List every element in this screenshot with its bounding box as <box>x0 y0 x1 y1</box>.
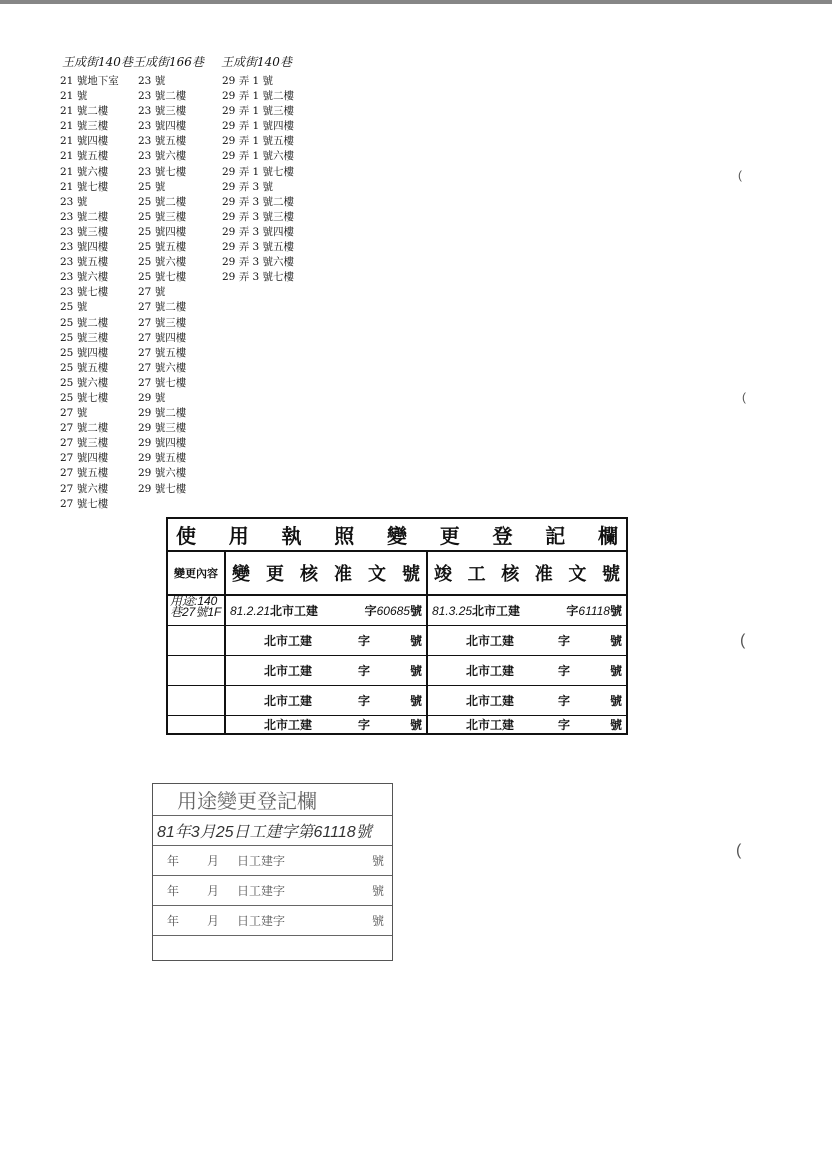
address-line: 29 弄 3 號七樓 <box>222 271 295 284</box>
hao-label: 號 <box>609 634 622 648</box>
completion-approval-cell <box>428 596 626 625</box>
header-char: 文 <box>368 564 386 585</box>
zi-label: 字 <box>566 604 579 618</box>
change-content-cell <box>168 686 226 715</box>
address-line: 29 弄 1 號六樓 <box>222 150 295 163</box>
address-line: 23 號二樓 <box>60 210 109 223</box>
header-char: 號 <box>601 564 620 585</box>
address-line: 27 號二樓 <box>138 301 187 314</box>
address-header-3: 王成街140巷 <box>221 55 292 69</box>
month-label: 月 <box>207 914 220 928</box>
register-title <box>168 519 626 552</box>
header-char: 更 <box>266 564 284 585</box>
change-approval-cell <box>226 686 428 715</box>
address-line: 25 號四樓 <box>60 346 109 359</box>
address-line: 25 號三樓 <box>138 210 187 223</box>
register-row <box>168 656 626 686</box>
address-line: 29 弄 3 號二樓 <box>222 195 295 208</box>
address-line: 25 號三樓 <box>60 331 109 344</box>
address-line: 29 號六樓 <box>138 467 187 480</box>
address-line: 25 號 <box>138 180 166 193</box>
zi-label: 字 <box>357 634 370 648</box>
header-change-content: 變更內容 <box>168 552 226 594</box>
zi-label: 字 <box>557 718 570 732</box>
title-char: 登 <box>492 524 513 548</box>
address-line: 25 號七樓 <box>60 391 109 404</box>
address-line: 21 號地下室 <box>60 75 119 87</box>
change-content-cell <box>168 596 226 625</box>
address-line: 21 號六樓 <box>60 165 109 178</box>
stamp-header: 用途變更登記欄 <box>153 784 392 816</box>
address-line: 25 號 <box>60 301 88 314</box>
usage-change-stamp <box>152 783 393 961</box>
header-char: 文 <box>568 564 587 585</box>
address-line: 29 弄 1 號四樓 <box>222 120 295 133</box>
stamp-blank-row <box>153 906 392 936</box>
address-line: 23 號 <box>138 75 166 87</box>
year-label: 年 <box>167 854 180 868</box>
address-line: 29 弄 3 號四樓 <box>222 225 295 238</box>
hao-label: 號 <box>371 884 384 898</box>
scan-mark: ( <box>736 842 742 859</box>
stamp-empty-row <box>153 936 392 960</box>
address-line: 27 號七樓 <box>138 376 187 389</box>
header-char: 變 <box>232 564 250 585</box>
header-char: 工 <box>467 564 486 585</box>
title-char: 使 <box>176 524 196 548</box>
hao-label: 號 <box>609 664 622 678</box>
address-line: 27 號六樓 <box>138 361 187 374</box>
header-char: 竣 <box>434 564 452 585</box>
change-approval-cell <box>226 716 428 733</box>
handwritten-number: 60685 <box>376 603 410 618</box>
office-prefix: 北市工建 <box>264 694 313 708</box>
office-prefix: 北市工建 <box>264 664 313 678</box>
zi-label: 字 <box>557 664 570 678</box>
zi-label: 字 <box>557 694 570 708</box>
address-line: 21 號 <box>60 90 88 103</box>
title-char: 照 <box>334 524 355 548</box>
scan-top-edge <box>0 0 832 4</box>
address-line: 29 弄 3 號 <box>222 180 274 193</box>
address-line: 25 號五樓 <box>60 361 109 374</box>
address-line: 27 號三樓 <box>138 316 187 329</box>
hao-label: 號 <box>409 634 422 648</box>
month-label: 月 <box>207 884 220 898</box>
address-line: 21 號四樓 <box>60 135 109 148</box>
title-char: 記 <box>545 524 566 548</box>
header-completion-approval-number <box>428 552 626 594</box>
address-line: 25 號五樓 <box>138 241 187 254</box>
hao-label: 號 <box>371 914 384 928</box>
header-char: 准 <box>534 564 553 585</box>
change-content-cell <box>168 626 226 655</box>
address-line: 29 號三樓 <box>138 422 187 435</box>
stamp-blank-row <box>153 876 392 906</box>
address-line: 29 弄 3 號五樓 <box>222 241 295 254</box>
office-prefix: 北市工建 <box>466 718 515 732</box>
office-label: 日工建字 <box>237 854 286 868</box>
office-prefix: 北市工建 <box>264 634 313 648</box>
address-line: 27 號五樓 <box>138 346 187 359</box>
title-char: 變 <box>387 524 407 548</box>
address-line: 21 號五樓 <box>60 150 109 163</box>
address-line: 27 號四樓 <box>138 331 187 344</box>
register-row <box>168 596 626 626</box>
title-char: 欄 <box>598 524 618 548</box>
address-line: 27 號四樓 <box>60 452 109 465</box>
address-header-2: 王成街166巷 <box>133 55 204 69</box>
address-line: 29 弄 1 號七樓 <box>222 165 295 178</box>
title-char: 執 <box>281 524 302 548</box>
title-char: 更 <box>439 524 460 548</box>
address-line: 29 號五樓 <box>138 452 187 465</box>
change-approval-cell <box>226 656 428 685</box>
zi-label: 字 <box>357 718 370 732</box>
office-prefix: 北市工建 <box>466 694 515 708</box>
address-column-3 <box>222 74 294 285</box>
completion-approval-cell <box>428 656 626 685</box>
hao-label: 號 <box>409 664 422 678</box>
zi-label: 字 <box>364 604 377 618</box>
address-line: 23 號六樓 <box>138 150 187 163</box>
handwritten-date: 81.2.21 <box>230 603 271 618</box>
address-line: 29 號 <box>138 391 166 404</box>
address-line: 23 號三樓 <box>60 225 109 238</box>
change-content-line: 巷27號1F <box>170 605 222 619</box>
header-char: 核 <box>300 564 318 585</box>
address-line: 25 號七樓 <box>138 271 187 284</box>
address-line: 29 弄 3 號六樓 <box>222 256 295 269</box>
address-line: 23 號五樓 <box>138 135 187 148</box>
completion-approval-cell <box>428 626 626 655</box>
hao-label: 號 <box>609 694 622 708</box>
year-label: 年 <box>167 884 180 898</box>
address-line: 29 號二樓 <box>138 407 187 420</box>
office-prefix: 北市工建 <box>472 604 521 618</box>
address-line: 23 號四樓 <box>60 241 109 254</box>
hao-label: 號 <box>609 718 622 732</box>
header-char: 核 <box>501 564 520 585</box>
stamp-filled-row: 81年3月25日工建字第61118號 <box>153 816 392 846</box>
hao-label: 號 <box>409 718 422 732</box>
address-line: 29 號七樓 <box>138 482 187 495</box>
register-row <box>168 626 626 656</box>
register-header-row <box>168 552 626 596</box>
address-line: 27 號七樓 <box>60 497 109 510</box>
address-line: 29 弄 1 號三樓 <box>222 105 295 118</box>
change-content-line: 用途:140 <box>170 594 218 608</box>
hao-label: 號 <box>371 854 384 868</box>
address-header-1: 王成街140巷 <box>62 55 133 69</box>
register-row <box>168 716 626 733</box>
address-line: 23 號二樓 <box>138 90 187 103</box>
address-column-1 <box>60 74 119 512</box>
month-label: 月 <box>207 854 220 868</box>
address-line: 25 號二樓 <box>138 195 187 208</box>
address-line: 23 號 <box>60 195 88 208</box>
header-char: 准 <box>334 564 352 585</box>
scan-mark: ( <box>738 168 742 182</box>
address-line: 29 弄 3 號三樓 <box>222 210 295 223</box>
address-line: 23 號四樓 <box>138 120 187 133</box>
hao-label: 號 <box>409 604 422 618</box>
address-line: 29 弄 1 號二樓 <box>222 90 295 103</box>
stamp-blank-row <box>153 846 392 876</box>
address-line: 23 號五樓 <box>60 256 109 269</box>
address-line: 27 號五樓 <box>60 467 109 480</box>
scan-mark: ( <box>742 390 746 404</box>
office-label: 日工建字 <box>237 914 286 928</box>
address-line: 23 號三樓 <box>138 105 187 118</box>
handwritten-date: 81.3.25 <box>432 603 473 618</box>
zi-label: 字 <box>357 664 370 678</box>
change-approval-cell <box>226 596 428 625</box>
address-line: 25 號四樓 <box>138 225 187 238</box>
address-line: 27 號二樓 <box>60 422 109 435</box>
office-prefix: 北市工建 <box>270 604 319 618</box>
address-line: 23 號七樓 <box>60 286 109 299</box>
address-line: 23 號七樓 <box>138 165 187 178</box>
header-change-approval-number <box>226 552 428 594</box>
address-line: 27 號 <box>60 407 88 420</box>
office-prefix: 北市工建 <box>466 664 515 678</box>
zi-label: 字 <box>357 694 370 708</box>
handwritten-number: 61118 <box>578 603 610 618</box>
address-line: 23 號六樓 <box>60 271 109 284</box>
address-column-2 <box>138 74 186 497</box>
header-char: 號 <box>402 564 420 585</box>
address-line: 29 號四樓 <box>138 437 187 450</box>
address-line: 25 號六樓 <box>60 376 109 389</box>
office-prefix: 北市工建 <box>264 718 313 732</box>
address-line: 27 號三樓 <box>60 437 109 450</box>
address-line: 29 弄 1 號 <box>222 75 274 87</box>
address-line: 25 號六樓 <box>138 256 187 269</box>
address-line: 21 號七樓 <box>60 180 109 193</box>
completion-approval-cell <box>428 686 626 715</box>
hao-label: 號 <box>409 694 422 708</box>
title-char: 用 <box>228 524 249 548</box>
zi-label: 字 <box>557 634 570 648</box>
hao-label: 號 <box>609 604 622 618</box>
change-content-cell <box>168 716 226 733</box>
register-row <box>168 686 626 716</box>
completion-approval-cell <box>428 716 626 733</box>
address-line: 27 號六樓 <box>60 482 109 495</box>
year-label: 年 <box>167 914 180 928</box>
address-line: 25 號二樓 <box>60 316 109 329</box>
license-change-register-table <box>166 517 628 735</box>
address-line: 27 號 <box>138 286 166 299</box>
office-label: 日工建字 <box>237 884 286 898</box>
address-line: 21 號三樓 <box>60 120 109 133</box>
change-approval-cell <box>226 626 428 655</box>
scan-mark: ( <box>740 632 746 649</box>
change-content-cell <box>168 656 226 685</box>
office-prefix: 北市工建 <box>466 634 515 648</box>
address-line: 29 弄 1 號五樓 <box>222 135 295 148</box>
address-line: 21 號二樓 <box>60 105 109 118</box>
